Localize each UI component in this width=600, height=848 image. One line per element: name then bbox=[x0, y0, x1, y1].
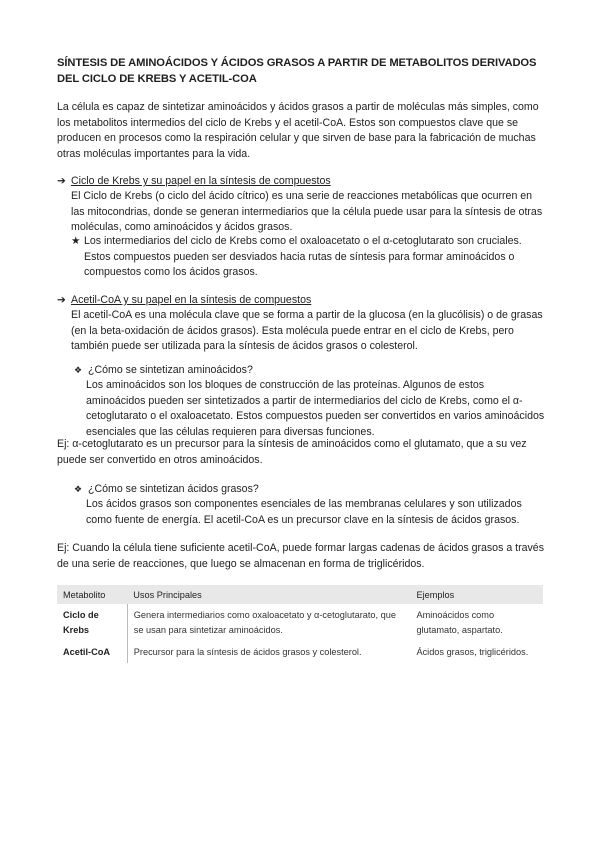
amino-paragraph: Los aminoácidos son los bloques de construcción de las proteínas. Algunos de estos aminoácidos pueden ser sintetizados a partir de intermediarios del ciclo de Krebs, como el α-cetoglutarato o el oxaloacetato. Estos compuestos pueden ser convertidos en varios aminoácidos esenciales que las células requieren para diversas funciones. bbox=[86, 379, 545, 438]
diamond-bullet-icon: ❖ bbox=[74, 484, 83, 494]
table-cell: Precursor para la síntesis de ácidos grasos y colesterol. bbox=[127, 642, 410, 663]
document-title: SÍNTESIS DE AMINOÁCIDOS Y ÁCIDOS GRASOS A PARTIR DE METABOLITOS DERIVADOS DEL CICLO DE KREBS Y ACETIL-COA bbox=[57, 57, 537, 85]
acetil-paragraph: El acetil-CoA es una molécula clave que se forma a partir de la glucosa (en la glucólisis) o de grasas (en la beta-oxidación de ácidos grasos). Esta molécula puede entrar en el ciclo de Krebs, pero también puede ser utilizada para la síntesis de ácidos grasos o colesterol. bbox=[71, 309, 543, 352]
table-cell: Acetil-CoA bbox=[63, 647, 110, 657]
table-header-cell: Ejemplos bbox=[410, 585, 543, 604]
krebs-bullet-text: Los intermediarios del ciclo de Krebs como el oxaloacetato o el α-cetoglutarato son cruciales. Estos compuestos pueden ser desviados hacia rutas de síntesis para formar aminoácidos o compuestos como los ácidos grasos. bbox=[84, 235, 522, 278]
table-cell: Ciclo de Krebs bbox=[63, 610, 99, 635]
star-icon: ★ bbox=[71, 235, 81, 247]
diamond-bullet-icon: ❖ bbox=[74, 365, 83, 375]
grasos-paragraph: Los ácidos grasos son componentes esenciales de las membranas celulares y son utilizados como fuente de energía. El acetil-CoA es un precursor clave en la síntesis de ácidos grasos. bbox=[86, 498, 522, 526]
section-heading-krebs-text: Ciclo de Krebs y su papel en la síntesis de compuestos bbox=[71, 175, 331, 187]
table-row bbox=[57, 642, 543, 663]
table-cell: Genera intermediarios como oxaloacetato y α-cetoglutarato, que se usan para sintetizar aminoácidos. bbox=[127, 604, 410, 642]
question-grasos bbox=[74, 482, 259, 498]
table-row bbox=[57, 604, 543, 642]
table-cell: Ácidos grasos, triglicéridos. bbox=[416, 647, 529, 657]
table-cell: Aminoácidos como glutamato, aspartato. bbox=[416, 610, 503, 635]
amino-example: Ej: α-cetoglutarato es un precursor para la síntesis de aminoácidos como el glutamato, que a su vez puede ser convertido en otros aminoácidos. bbox=[57, 438, 527, 466]
krebs-bullet bbox=[71, 234, 545, 281]
metabolite-table bbox=[57, 585, 543, 663]
section-heading-acetil-text: Acetil-CoA y su papel en la síntesis de compuestos bbox=[71, 294, 312, 306]
arrow-right-icon: ➔ bbox=[57, 294, 66, 306]
section-heading-krebs bbox=[57, 174, 331, 190]
section-heading-acetil bbox=[57, 293, 311, 309]
krebs-paragraph: El Ciclo de Krebs (o ciclo del ácido cítrico) es una serie de reacciones metabólicas que ocurren en las mitocondrias, donde se generan intermediarios que la célula puede usar para la síntesis de otras moléculas, como aminoácidos y ácidos grasos. bbox=[71, 190, 543, 233]
table-header-cell: Metabolito bbox=[57, 585, 127, 604]
question-amino-text: ¿Cómo se sintetizan aminoácidos? bbox=[88, 364, 253, 376]
intro-paragraph: La célula es capaz de sintetizar aminoácidos y ácidos grasos a partir de moléculas más simples, como los metabolitos intermedios del ciclo de Krebs y el acetil-CoA. Estos son compuestos clave que se producen en procesos como la respiración celular y que sirven de base para la fabricación de muchas otras moléculas importantes para la vida. bbox=[57, 101, 539, 160]
question-grasos-text: ¿Cómo se sintetizan ácidos grasos? bbox=[88, 483, 259, 495]
question-amino bbox=[74, 363, 253, 379]
grasos-example: Ej: Cuando la célula tiene suficiente acetil-CoA, puede formar largas cadenas de ácidos grasos a través de una serie de reacciones, que luego se almacenan en forma de triglicéridos. bbox=[57, 542, 544, 570]
table-header-row bbox=[57, 585, 543, 604]
arrow-right-icon: ➔ bbox=[57, 175, 66, 187]
table-header-cell: Usos Principales bbox=[127, 585, 410, 604]
